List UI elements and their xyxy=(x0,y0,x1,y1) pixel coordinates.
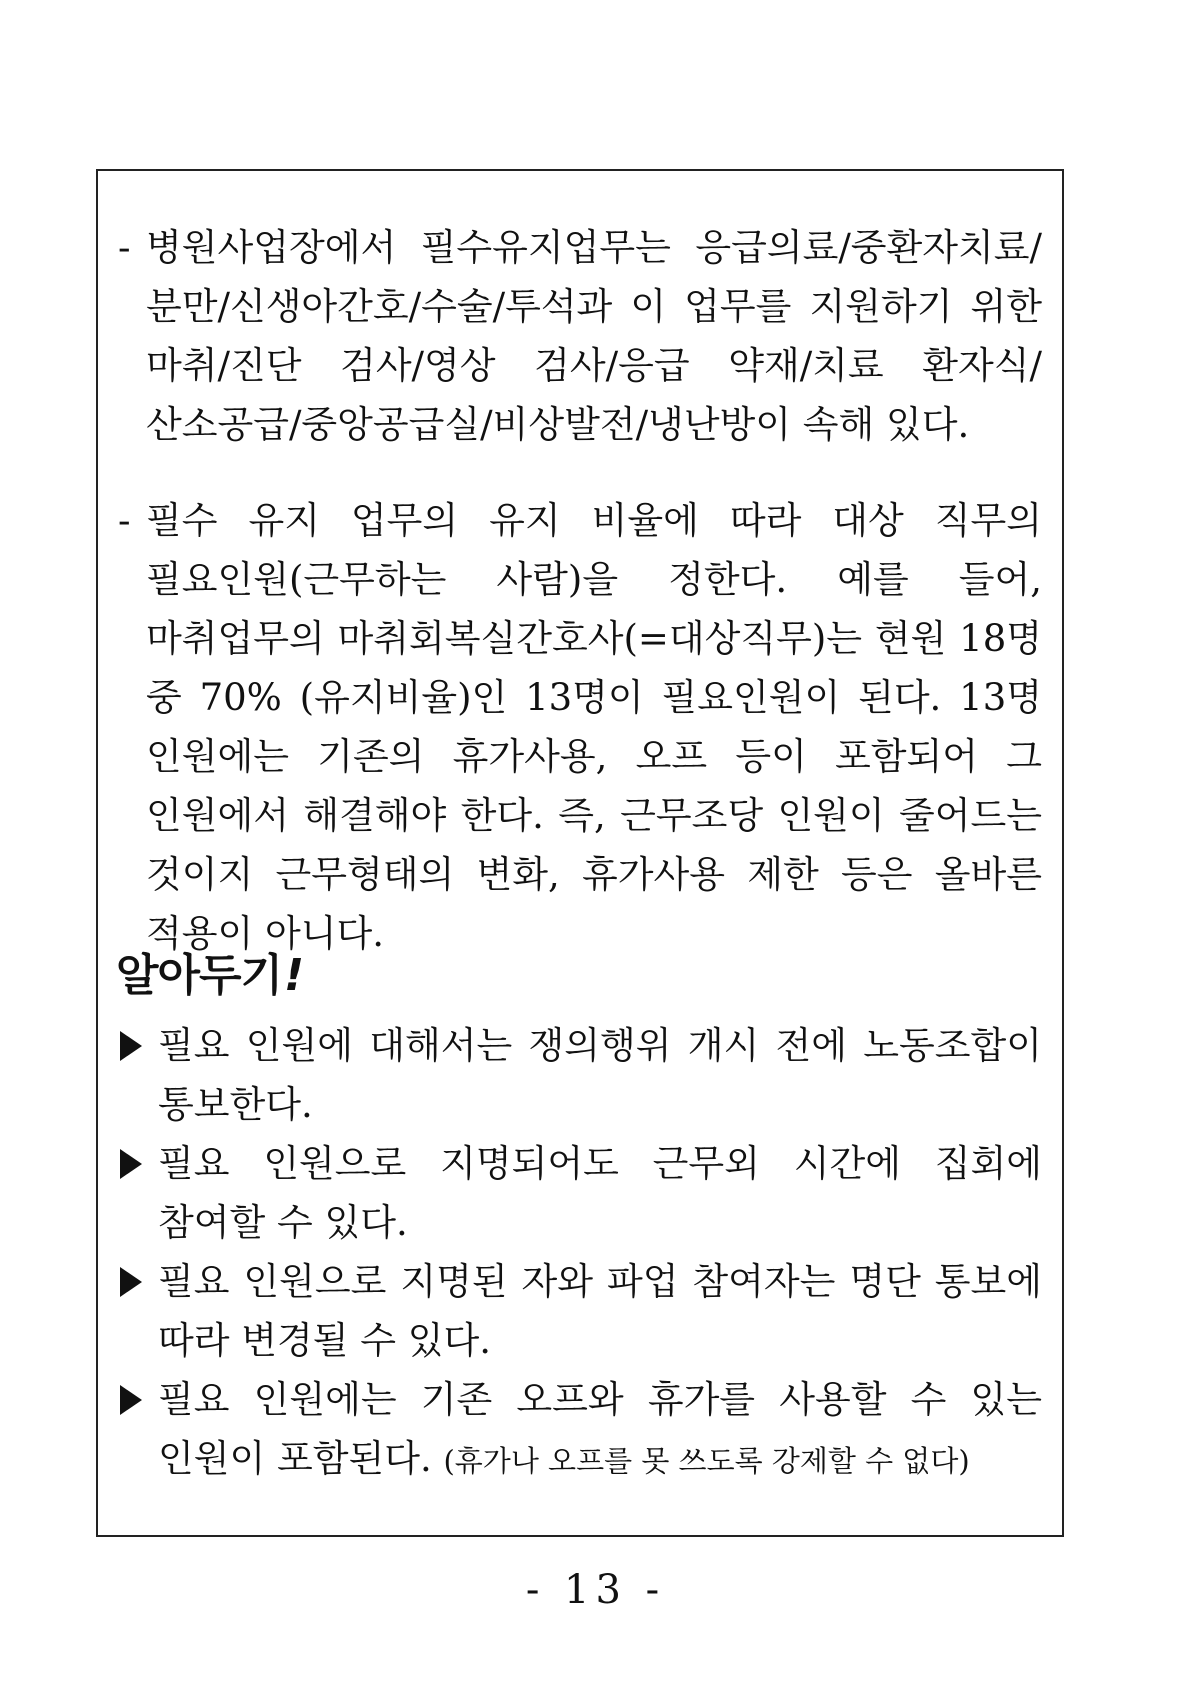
list-item xyxy=(118,1252,1042,1370)
paragraph-dash: - xyxy=(118,499,131,542)
list-item xyxy=(118,1370,1042,1491)
paragraph-text: 필수 유지 업무의 유지 비율에 따라 대상 직무의 필요인원(근무하는 사람)을 정한다. 예를 들어, 마취업무의 마취회복실간호사(=대상직무)는 현원 18명 중 70% (유지비율)인 13명이 필요인원이 된다. 13명 인원에는 기존의 휴가사용, 오프 등이 포함되어 그 인원에서 해결해야 한다. 즉, 근무조당 인원이 줄어드는 것이지 근무형태의 변화, 휴가사용 제한 등은 올바른 적용이 아니다. xyxy=(146,499,1042,955)
notice-list xyxy=(118,1016,1042,1491)
list-item-text: 필요 인원으로 지명되어도 근무외 시간에 집회에 참여할 수 있다. xyxy=(158,1142,1042,1244)
triangle-bullet-icon xyxy=(120,1031,142,1061)
list-item-text: 필요 인원에 대해서는 쟁의행위 개시 전에 노동조합이 통보한다. xyxy=(158,1024,1042,1126)
list-item xyxy=(118,1134,1042,1252)
triangle-bullet-icon xyxy=(120,1385,142,1415)
paragraph-essential-services xyxy=(118,218,1042,454)
triangle-bullet-icon xyxy=(120,1267,142,1297)
list-item xyxy=(118,1016,1042,1134)
triangle-bullet-icon xyxy=(120,1149,142,1179)
paragraph-dash: - xyxy=(118,226,131,269)
exclamation-mark: ! xyxy=(284,950,304,1001)
list-item-text: 필요 인원으로 지명된 자와 파업 참여자는 명단 통보에 따라 변경될 수 있다. xyxy=(158,1260,1042,1362)
notice-heading xyxy=(116,946,303,1006)
list-item-text: 필요 인원에는 기존 오프와 휴가를 사용할 수 있는 인원이 포함된다. xyxy=(158,1378,1042,1480)
list-item-note: (휴가나 오프를 못 쓰도록 강제할 수 없다) xyxy=(443,1444,970,1478)
notice-title: 알아두기 xyxy=(116,950,283,1001)
paragraph-text: 병원사업장에서 필수유지업무는 응급의료/중환자치료/분만/신생아간호/수술/투석과 이 업무를 지원하기 위한 마취/진단 검사/영상 검사/응급 약재/치료 환자식/산소공급/중앙공급실/비상발전/냉난방이 속해 있다. xyxy=(146,226,1042,446)
paragraph-required-staff xyxy=(118,491,1042,963)
page-number: - 13 - xyxy=(525,1567,666,1613)
